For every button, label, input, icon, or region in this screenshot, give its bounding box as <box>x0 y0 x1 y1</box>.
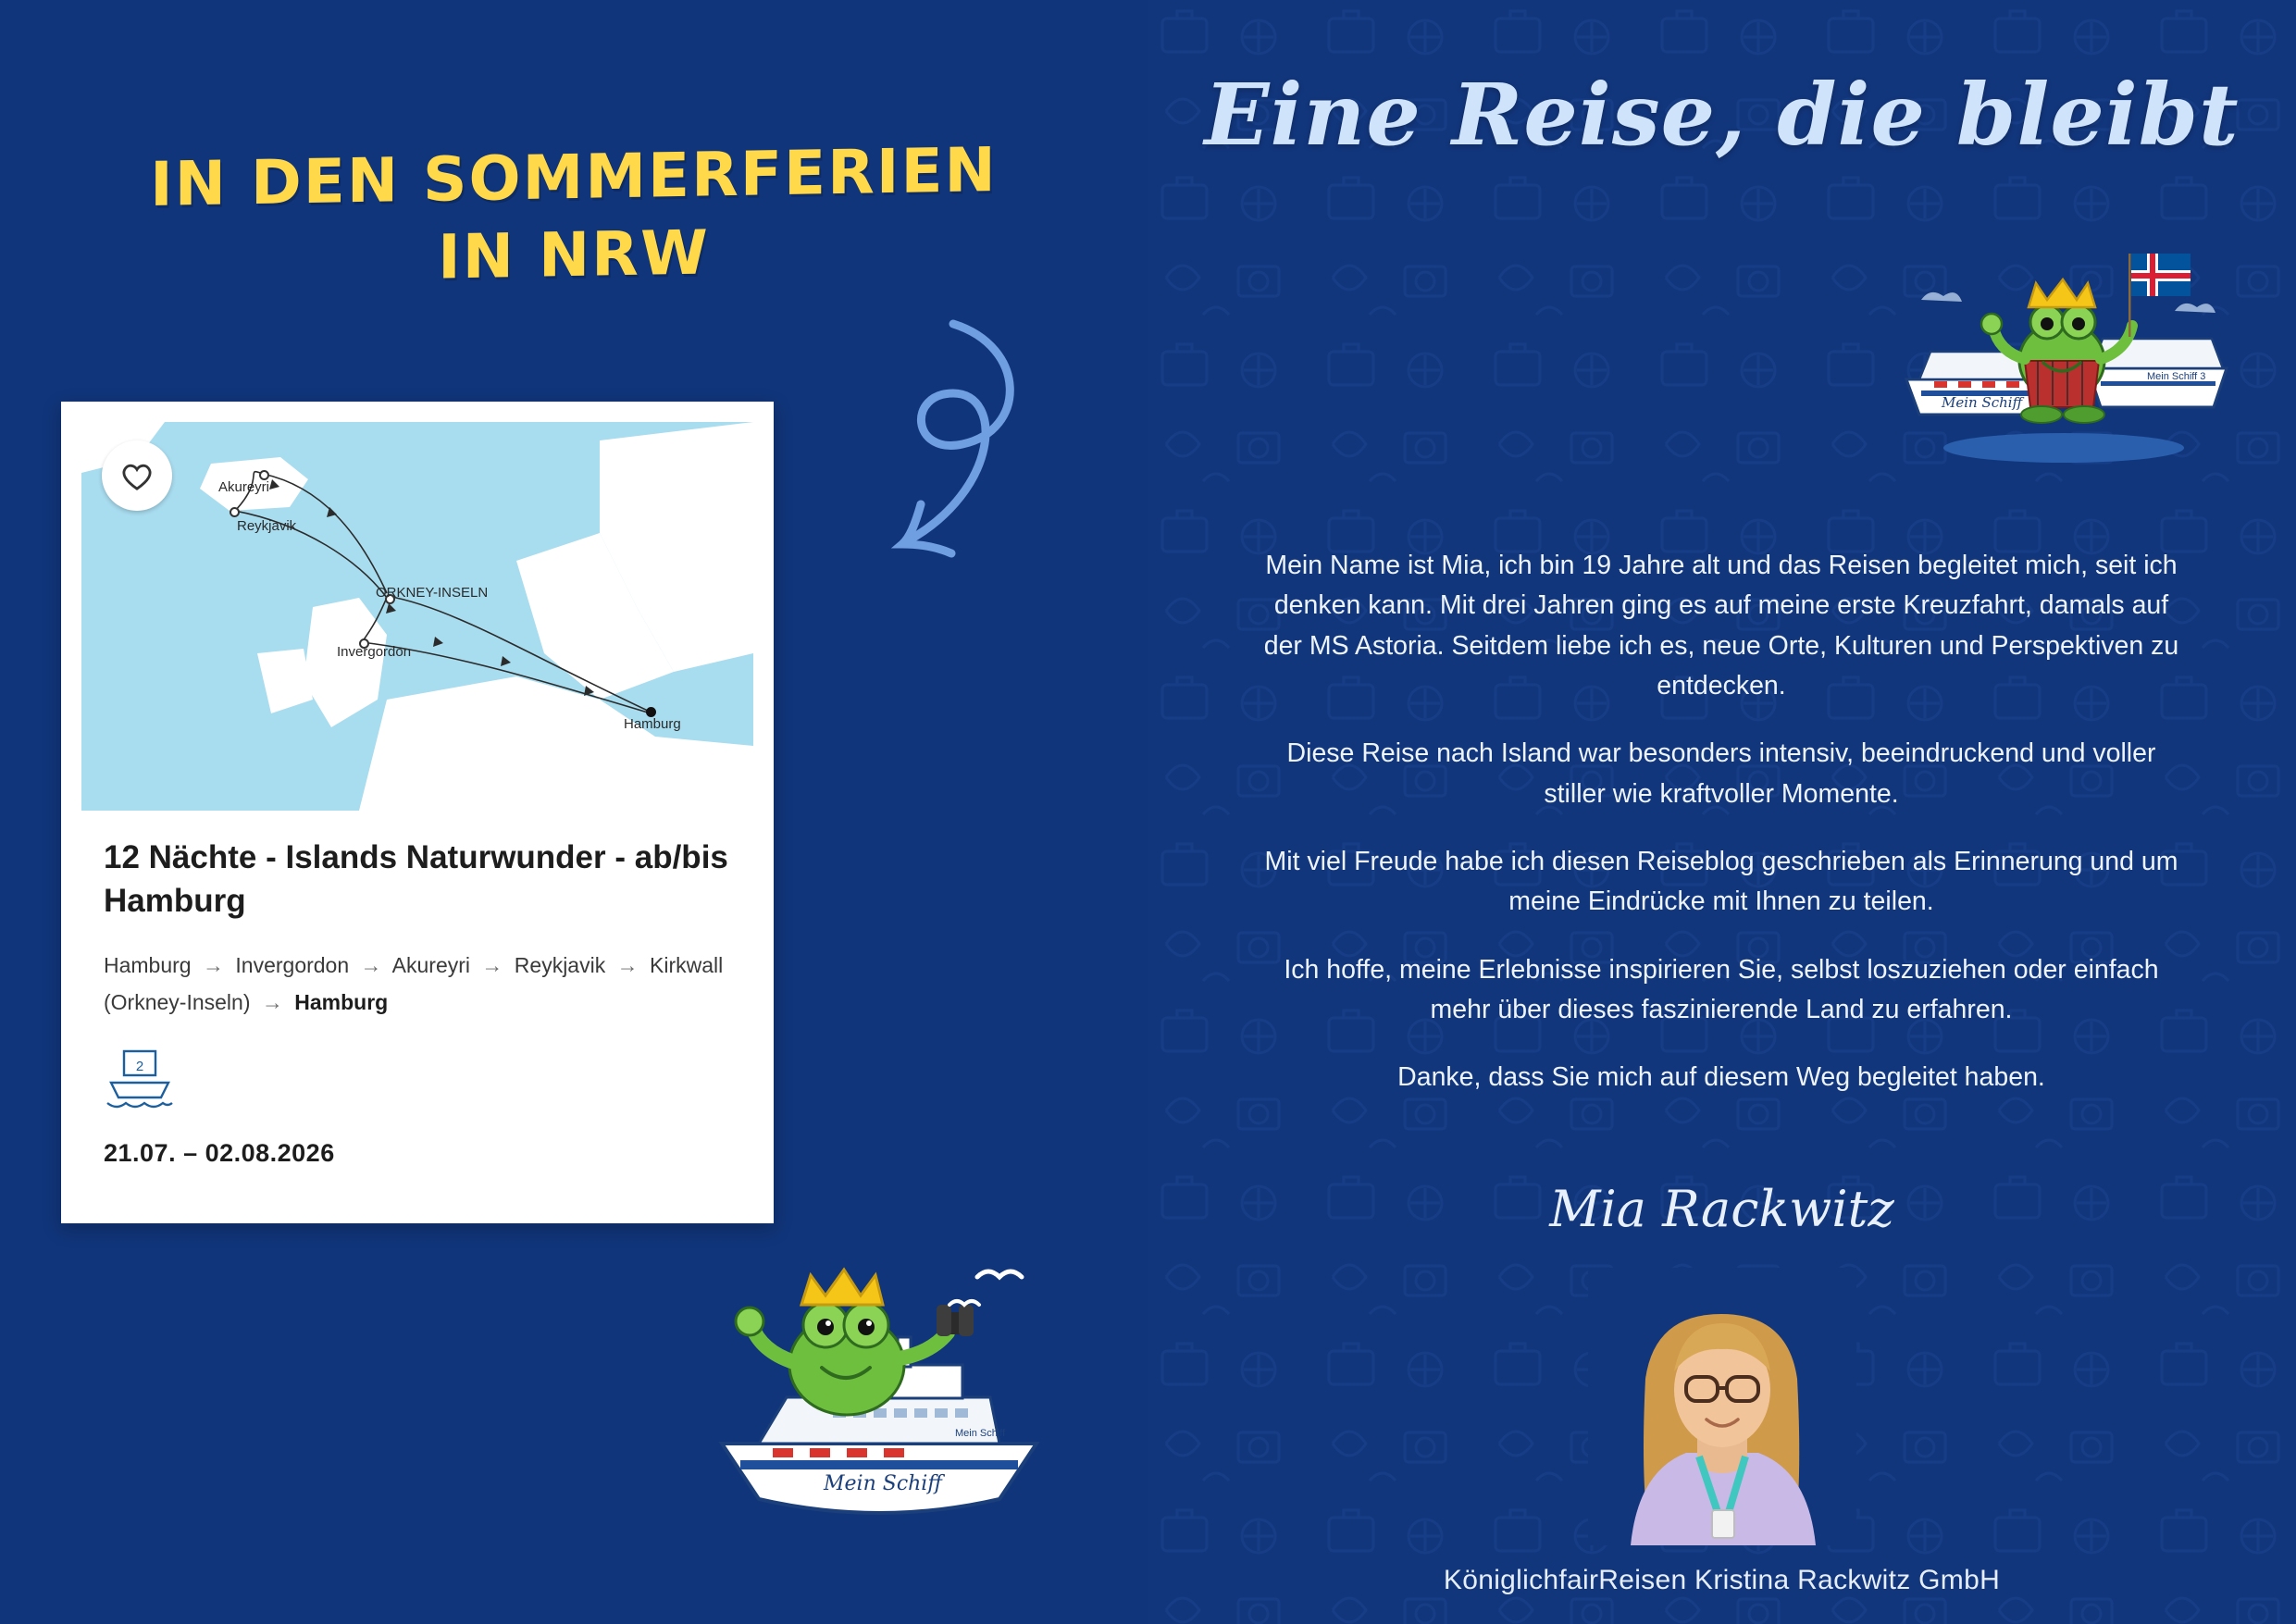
route-arrow-icon: → <box>261 990 283 1015</box>
route-stop: Akureyri <box>391 953 471 978</box>
route-stop: Hamburg <box>104 953 192 978</box>
ship-script-label: Mein Schiff <box>1942 394 2023 411</box>
headline-line-2: IN NRW <box>438 217 710 294</box>
curved-arrow-icon <box>814 305 1046 583</box>
cruise-route-list <box>104 947 731 1022</box>
paragraph: Diese Reise nach Island war besonders intensiv, beeindruckend und voller stiller wie kraftvoller Momente. <box>1286 738 2156 809</box>
ship-name-label: Mein Schiff 3 <box>2147 371 2206 382</box>
route-arrow-icon: → <box>203 953 224 978</box>
cruise-date: 21.07. – 02.08.2026 <box>104 1138 335 1167</box>
route-stop-final: Hamburg <box>294 990 389 1015</box>
headline-line-1: IN DEN SOMMERFERIEN <box>150 134 998 220</box>
author-portrait <box>1588 1268 1856 1545</box>
page-title: Eine Reise, die bleibt <box>1204 65 2240 165</box>
map-label: ORKNEY-INSELN <box>376 585 489 601</box>
paragraph: Mein Name ist Mia, ich bin 19 Jahre alt und das Reisen begleitet mich, seit ich denken kann. Mit drei Jahren ging es auf meine erste Kreuzfahrt, damals auf der MS Astoria. Seitdem liebe ich es, neue Orte, Kulturen und Perspektiven zu entdecken. <box>1263 551 2179 700</box>
map-port-dot <box>230 507 240 517</box>
page-headline <box>0 129 1148 305</box>
heart-outline-icon[interactable] <box>102 440 172 511</box>
route-arrow-icon: → <box>481 953 503 978</box>
ship-name-label: Mein Schiff <box>955 1428 1006 1439</box>
cruise-title: 12 Nächte - Islands Naturwunder - ab/bis Hamburg <box>104 839 728 919</box>
map-label: Hamburg <box>624 716 681 732</box>
frog-with-iceland-flag-sticker <box>1869 222 2258 463</box>
cruise-ship-icon <box>104 1046 176 1110</box>
map-label: Invergordon <box>337 644 412 660</box>
right-panel <box>1148 0 2296 1624</box>
ship-script-name: Mein Schiff <box>824 1472 942 1495</box>
map-label: Reykjavik <box>237 518 297 534</box>
cruise-route-map[interactable] <box>81 422 753 811</box>
author-signature: Mia Rackwitz <box>1549 1180 1894 1238</box>
author-message <box>1259 546 2184 1097</box>
frog-with-cruise-ship-sticker <box>685 1166 1074 1555</box>
company-name: KöniglichfairReisen Kristina Rackwitz GmbH <box>1443 1565 2001 1595</box>
route-arrow-icon: → <box>360 953 382 978</box>
route-stop: Kirkwall (Orkney-Inseln) <box>104 953 724 1015</box>
cruise-offer-card[interactable] <box>61 402 774 1223</box>
ship-badge-count: 2 <box>135 1058 144 1074</box>
route-arrow-icon: → <box>616 953 639 978</box>
route-stop: Reykjavik <box>514 953 606 978</box>
paragraph: Danke, dass Sie mich auf diesem Weg begleitet haben. <box>1397 1062 2045 1093</box>
route-stop: Invergordon <box>235 953 350 978</box>
paragraph: Ich hoffe, meine Erlebnisse inspirieren Sie, selbst loszuziehen oder einfach mehr über dieses faszinierende Land zu erfahren. <box>1284 954 2159 1024</box>
map-graphic <box>81 422 753 811</box>
map-label: Akureyri <box>218 479 270 495</box>
paragraph: Mit viel Freude habe ich diesen Reiseblog geschrieben als Erinnerung und um meine Eindrücke mit Ihnen zu teilen. <box>1264 846 2178 917</box>
